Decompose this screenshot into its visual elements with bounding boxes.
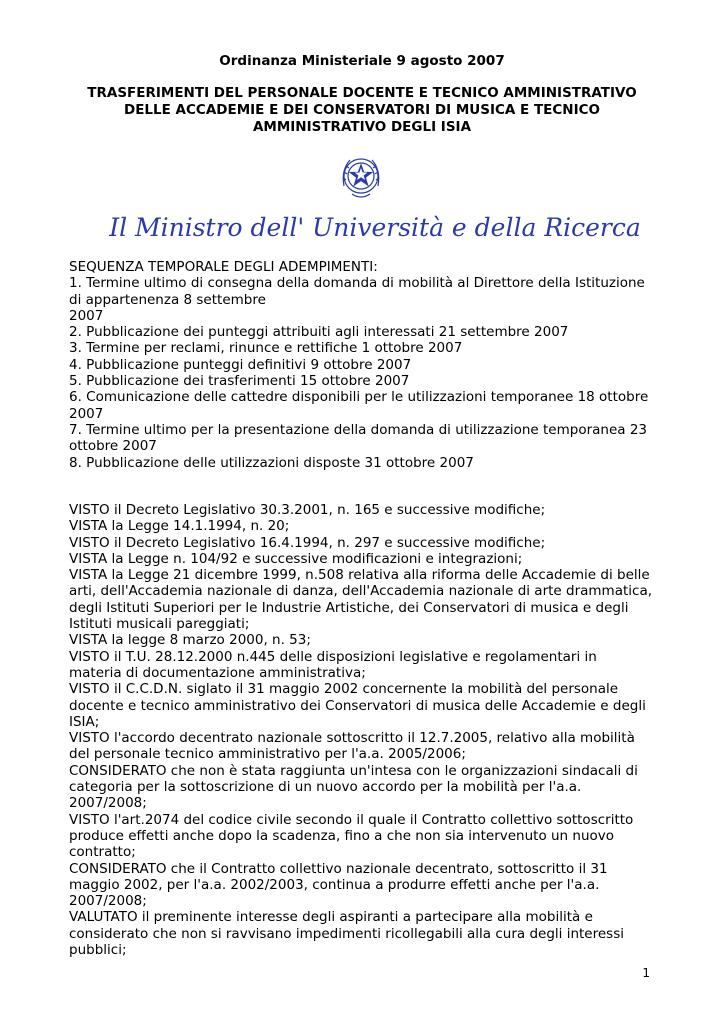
sequence-line: 3. Termine per reclami, rinunce e rettifiche 1 ottobre 2007 [69,340,463,357]
sequence-line: 1. Termine ultimo di consegna della domanda di mobilità al Direttore della Istituzione [69,275,645,292]
premise-line: VISTA la Legge n. 104/92 e successive modificazioni e integrazioni; [69,550,523,567]
premise-line: maggio 2002, per l'a.a. 2002/2003, continua a produrre effetti anche per l'a.a. [69,876,600,893]
document-title: Ordinanza Ministeriale 9 agosto 2007 [219,53,505,69]
premise-line: ISIA; [69,713,100,730]
document-heading [60,85,664,136]
premise-line: arti, dell'Accademia nazionale di danza, dell'Accademia nazionale di arte drammatica, [69,583,653,600]
ministry-signature-text: Il Ministro dell' Università e della Ricerca [109,213,641,242]
premise-line: VISTO l'accordo decentrato nazionale sottoscritto il 12.7.2005, relativo alla mobilità [69,730,635,747]
premise-line: VISTO l'art.2074 del codice civile secondo il quale il Contratto collettivo sottoscritto [69,811,634,828]
premise-line: VISTA la Legge 14.1.1994, n. 20; [69,518,290,535]
italian-republic-emblem-icon [338,150,384,204]
sequence-line: 5. Pubblicazione dei trasferimenti 15 ottobre 2007 [69,373,410,390]
premise-line: VISTO il T.U. 28.12.2000 n.445 delle disposizioni legislative e regolamentari in [69,648,597,665]
sequence-line: 7. Termine ultimo per la presentazione della domanda di utilizzazione temporanea 23 [69,421,648,438]
premise-line: del personale tecnico amministrativo per l'a.a. 2005/2006; [69,746,466,763]
premise-line: considerato che non si ravvisano impedimenti ricollegabili alla cura degli interessi [69,925,624,942]
premise-line: produce effetti anche dopo la scadenza, fino a che non sia intervenuto un nuovo [69,827,615,844]
premise-line: VISTA la Legge 21 dicembre 1999, n.508 relativa alla riforma delle Accademie di belle [69,567,650,584]
legal-premises [69,502,659,958]
premise-line: docente e tecnico amministrativo dei Conservatori di musica delle Accademie e degli [69,697,646,714]
premise-line: VALUTATO il preminente interesse degli aspiranti a partecipare alla mobilità e [69,909,593,926]
sequence-line: 2. Pubblicazione dei punteggi attribuiti agli interessati 21 settembre 2007 [69,324,569,341]
premise-line: VISTO il C.C.D.N. siglato il 31 maggio 2002 concernente la mobilità del personale [69,681,619,698]
sequence-line: 2007 [69,307,104,324]
premise-line: CONSIDERATO che il Contratto collettivo nazionale decentrato, sottoscritto il 31 [69,860,608,877]
premise-line: degli Istituti Superiori per le Industrie Artistiche, dei Conservatori di musica e degli [69,599,629,616]
premise-line: 2007/2008; [69,795,147,812]
premise-line: VISTA la legge 8 marzo 2000, n. 53; [69,632,311,649]
premise-line: VISTO il Decreto Legislativo 30.3.2001, n. 165 e successive modifiche; [69,502,546,518]
premise-line: Istituti musicali pareggiati; [69,616,250,633]
deadline-sequence [69,259,659,471]
sequence-line: 6. Comunicazione delle cattedre disponibili per le utilizzazioni temporanee 18 ottobre [69,389,649,406]
premise-line: pubblici; [69,942,127,959]
heading-line: DELLE ACCADEMIE E DEI CONSERVATORI DI MUSICA E TECNICO [124,102,600,118]
sequence-line: ottobre 2007 [69,438,157,455]
sequence-line: 4. Pubblicazione punteggi definitivi 9 ottobre 2007 [69,356,412,373]
sequence-line: di appartenenza 8 settembre [69,291,266,308]
premise-line: CONSIDERATO che non è stata raggiunta un'intesa con le organizzazioni sindacali di [69,762,638,779]
sequence-line: SEQUENZA TEMPORALE DEGLI ADEMPIMENTI: [69,259,378,275]
sequence-line: 8. Pubblicazione delle utilizzazioni disposte 31 ottobre 2007 [69,454,474,471]
page-number: 1 [642,966,650,980]
premise-line: materia di documentazione amministrativa; [69,664,366,681]
heading-line: AMMINISTRATIVO DEGLI ISIA [252,119,472,135]
ministry-signature [109,210,641,246]
premise-line: contratto; [69,844,136,861]
premise-line: categoria per la sottoscrizione di un nuovo accordo per la mobilità per l'a.a. [69,779,582,796]
premise-line: 2007/2008; [69,893,147,910]
premise-line: VISTO il Decreto Legislativo 16.4.1994, n. 297 e successive modifiche; [69,534,546,551]
heading-line: TRASFERIMENTI DEL PERSONALE DOCENTE E TECNICO AMMINISTRATIVO [87,85,637,101]
sequence-line: 2007 [69,405,104,422]
